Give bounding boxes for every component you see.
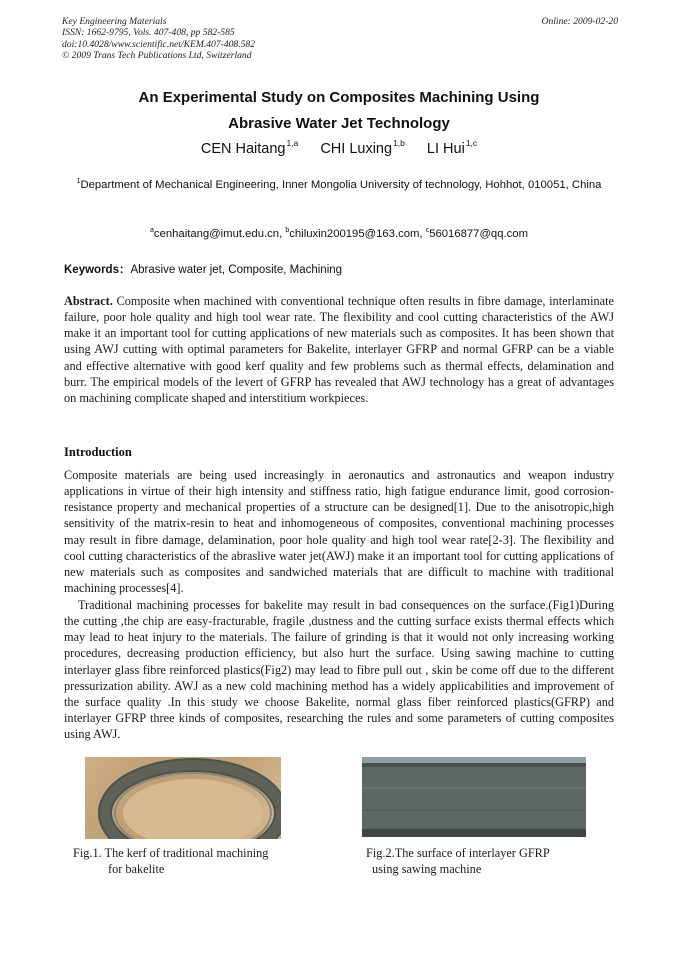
journal-header xyxy=(62,16,618,61)
author xyxy=(201,140,298,158)
figure-2-caption-line-1: Fig.2.The surface of interlayer GFRP xyxy=(366,846,550,860)
issn-line: ISSN: 1662-9795, Vols. 407-408, pp 582-585 xyxy=(62,27,235,39)
paper-title-line-1: An Experimental Study on Composites Machining Using xyxy=(138,89,540,106)
keywords-text: Abrasive water jet, Composite, Machining xyxy=(130,264,343,276)
author-superscript: 1,a xyxy=(286,138,299,148)
author-emails xyxy=(64,226,614,242)
affiliation-superscript: 1 xyxy=(76,178,81,185)
email-link[interactable]: chiluxin200195@163.com, xyxy=(289,228,426,240)
author-name: CEN Haitang xyxy=(200,141,286,157)
email-superscript: a xyxy=(150,227,154,234)
author xyxy=(320,140,405,158)
email-superscript: b xyxy=(285,227,290,234)
author-name: CHI Luxing xyxy=(320,141,393,157)
online-date: Online: 2009-02-20 xyxy=(541,16,618,27)
journal-name: Key Engineering Materials xyxy=(62,16,167,27)
introduction-paragraph-2: Traditional machining processes for bakelite may result in bad consequences on the surface.(Fig1)During the cutting ,the chip are easy-fracturable, fragile ,dustness and the cutting surface exists thermal effects which may lead to heat injury to the materials. The failure of grinding is that it would not only increasing working procedures, decreasing production efficiency, but also hurt the surface. Using sawing machine to cutting interlayer glass fibre reinforced plastics(Fig2) may lead to fibre pull out , skin be come off due to the different pressurization ability. AWJ as a new cold machining method has a widely applicabilities and improvement of the surface quality .In this study we choose Bakelite, normal glass fiber reinforced plastics(GFRP) and interlayer GFRP three kinds of composites, researching the rules and some parameters of cutting composites using AWJ. xyxy=(64,598,614,742)
email-superscript: c xyxy=(425,227,430,234)
figure-2-caption xyxy=(366,845,550,877)
figure-1-caption xyxy=(73,845,268,877)
figure-1-image xyxy=(85,757,281,839)
figure-2-image xyxy=(362,757,586,837)
introduction-heading: Introduction xyxy=(64,445,132,459)
email-link[interactable]: 56016877@qq.com xyxy=(429,228,528,240)
keywords xyxy=(64,262,614,278)
affiliation-text: Department of Mechanical Engineering, Inner Mongolia University of technology, Hohhot, 010051, China xyxy=(80,179,602,191)
author xyxy=(427,140,477,158)
abstract xyxy=(64,293,614,406)
introduction-paragraph-1: Composite materials are being used increasingly in aeronautics and astronautics and weapon industry applications in virtue of their high intensity and stiffness ratio, high fatigue endurance limit, good corrosion-resistance property and mechanical properties of a structure can be designed[1]. Due to the anisotropic,high sensitivity of the matrix-resin to heat and inhomogeneous of composites, conventional machining processes may result in fibre damage, delamination, poor hole quality and high tool wear rate[2-3]. The flexibility and cool cutting characteristics of the abraslive water jet(AWJ) make it an important tool for cutting applications of new materials such as composites and sandwiched materials that are difficult to machine with traditional machining processes[4]. xyxy=(64,468,614,596)
author-superscript: 1,c xyxy=(465,138,478,148)
author-list xyxy=(40,140,638,158)
figure-1-caption-line-1: Fig.1. The kerf of traditional machining xyxy=(73,846,269,860)
author-superscript: 1,b xyxy=(393,138,405,148)
figure-2-caption-line-2: using sawing machine xyxy=(372,862,482,876)
paper-title-line-2: Abrasive Water Jet Technology xyxy=(228,115,450,132)
gfrp-surface-photo xyxy=(362,757,586,837)
keywords-label: Keywords： xyxy=(64,264,131,276)
copyright-line: © 2009 Trans Tech Publications Ltd, Switzerland xyxy=(62,49,252,61)
author-name: LI Hui xyxy=(426,141,465,157)
affiliation xyxy=(64,177,614,194)
figure-1-caption-line-2: for bakelite xyxy=(108,862,165,876)
email-link[interactable]: cenhaitang@imut.edu.cn, xyxy=(153,228,286,240)
abstract-text: Composite when machined with conventional technique often results in fibre damage, interlaminate failure, poor hole quality and high tool wear rate. The flexibility and cool cutting characteristics of the AWJ make it an important tool for cutting applications of new materials such as composites. It has been shown that using AWJ cutting with optimal parameters for Bakelite, interlayer GFRP and normal GFRP can be a viable and effective alternative with good kerf quality and few problems such as thermal effects, delamination and burr. The empirical models of the levert of GFRP has revealed that AWJ technology has a great of advantages on machining complicate shaped and interstitium workpieces. xyxy=(64,294,614,405)
doi-line: doi:10.4028/www.scientific.net/KEM.407-408.582 xyxy=(62,38,256,50)
abstract-label: Abstract. xyxy=(64,294,113,308)
bakelite-ring-photo xyxy=(85,757,281,839)
